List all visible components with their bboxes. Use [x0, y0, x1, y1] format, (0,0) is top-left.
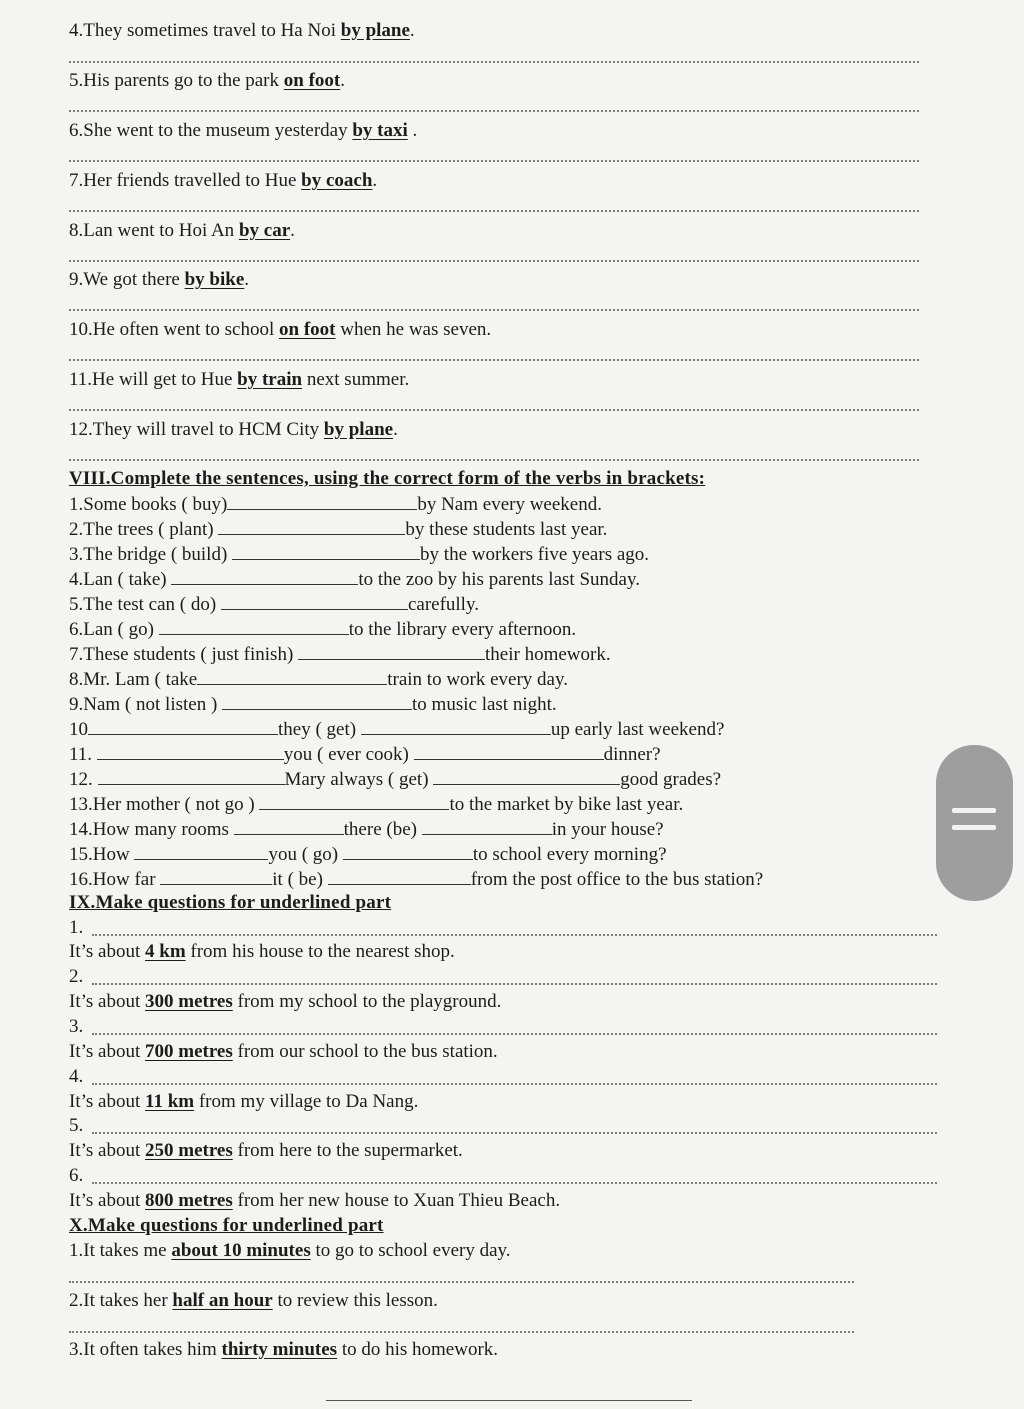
question-prompt: It’s about 4 km from his house to the nearest shop.: [69, 941, 455, 962]
answer-blank[interactable]: [197, 668, 387, 685]
answer-blank[interactable]: [221, 593, 408, 610]
exercise-item: 7.These students ( just finish) their homework.: [69, 644, 611, 665]
grip-bar: [952, 808, 996, 813]
answer-blank[interactable]: [222, 693, 412, 710]
exercise-item: 8.Mr. Lam ( take train to work every day.: [69, 669, 569, 690]
answer-blank[interactable]: [259, 793, 449, 810]
answer-blank[interactable]: [97, 743, 284, 760]
answer-line[interactable]: [69, 260, 919, 262]
answer-blank[interactable]: [218, 518, 405, 535]
answer-blank[interactable]: [343, 843, 473, 860]
question-prompt: It’s about 11 km from my village to Da Nang.: [69, 1091, 419, 1112]
question-prompt: It’s about 250 metres from here to the supermarket.: [69, 1140, 463, 1161]
exercise-item: 4.Lan ( take) to the zoo by his parents last Sunday.: [69, 569, 640, 590]
exercise-item: 14.How many rooms there (be) in your house?: [69, 819, 664, 840]
question-prompt: 3.It often takes him thirty minutes to do his homework.: [69, 1339, 499, 1360]
answer-blank[interactable]: [134, 843, 268, 860]
bottom-rule: [326, 1400, 692, 1401]
answer-line[interactable]: [92, 1083, 937, 1085]
answer-line[interactable]: [69, 1331, 854, 1333]
answer-blank[interactable]: [160, 868, 272, 885]
answer-line[interactable]: [69, 409, 919, 411]
section-heading: IX.Make questions for underlined part: [69, 892, 392, 913]
question-number: 2.: [69, 966, 84, 987]
section-heading: VIII.Complete the sentences, using the correct form of the verbs in brackets:: [69, 468, 706, 489]
answer-blank[interactable]: [414, 743, 604, 760]
exercise-item: 2.The trees ( plant) by these students last year.: [69, 519, 608, 540]
answer-blank[interactable]: [98, 768, 285, 785]
question-number: 4.: [69, 1066, 84, 1087]
rewrite-item: 11.He will get to Hue by train next summer.: [69, 369, 410, 390]
answer-blank[interactable]: [227, 493, 417, 510]
question-prompt: 1.It takes me about 10 minutes to go to school every day.: [69, 1240, 511, 1261]
answer-line[interactable]: [92, 1182, 937, 1184]
answer-line[interactable]: [69, 110, 919, 112]
answer-blank[interactable]: [298, 643, 485, 660]
question-number: 3.: [69, 1016, 84, 1037]
exercise-item: 5.The test can ( do) carefully.: [69, 594, 479, 615]
section-heading: X.Make questions for underlined part: [69, 1215, 384, 1236]
answer-line[interactable]: [92, 1132, 937, 1134]
question-prompt: 2.It takes her half an hour to review this lesson.: [69, 1290, 438, 1311]
rewrite-item: 6.She went to the museum yesterday by taxi .: [69, 120, 418, 141]
rewrite-item: 10.He often went to school on foot when he was seven.: [69, 319, 492, 340]
answer-blank[interactable]: [328, 868, 471, 885]
answer-line[interactable]: [92, 934, 937, 936]
answer-blank[interactable]: [88, 718, 278, 735]
answer-line[interactable]: [92, 983, 937, 985]
exercise-item: 10 they ( get) up early last weekend?: [69, 719, 725, 740]
exercise-item: 9.Nam ( not listen ) to music last night.: [69, 694, 557, 715]
question-number: 1.: [69, 917, 84, 938]
exercise-item: 12. Mary always ( get) good grades?: [69, 769, 722, 790]
question-number: 6.: [69, 1165, 84, 1186]
exercise-item: 1.Some books ( buy) by Nam every weekend.: [69, 494, 602, 515]
question-prompt: It’s about 800 metres from her new house to Xuan Thieu Beach.: [69, 1190, 561, 1211]
answer-blank[interactable]: [171, 568, 358, 585]
question-number: 5.: [69, 1115, 84, 1136]
answer-blank[interactable]: [433, 768, 620, 785]
grip-bar: [952, 825, 996, 830]
answer-line[interactable]: [69, 160, 919, 162]
rewrite-item: 7.Her friends travelled to Hue by coach.: [69, 170, 378, 191]
rewrite-item: 4.They sometimes travel to Ha Noi by plane.: [69, 20, 415, 41]
scroll-grip-icon[interactable]: [936, 745, 1013, 901]
answer-line[interactable]: [69, 309, 919, 311]
answer-line[interactable]: [92, 1033, 937, 1035]
exercise-item: 3.The bridge ( build) by the workers five years ago.: [69, 544, 650, 565]
rewrite-item: 5.His parents go to the park on foot.: [69, 70, 345, 91]
answer-line[interactable]: [69, 61, 919, 63]
answer-blank[interactable]: [234, 818, 344, 835]
exercise-item: 11. you ( ever cook) dinner?: [69, 744, 661, 765]
answer-line[interactable]: [69, 1281, 854, 1283]
exercise-item: 13.Her mother ( not go ) to the market by bike last year.: [69, 794, 684, 815]
exercise-item: 15.How you ( go) to school every morning?: [69, 844, 667, 865]
answer-line[interactable]: [69, 210, 919, 212]
answer-blank[interactable]: [422, 818, 552, 835]
rewrite-item: 12.They will travel to HCM City by plane.: [69, 419, 398, 440]
answer-blank[interactable]: [232, 543, 420, 560]
answer-blank[interactable]: [159, 618, 349, 635]
exercise-item: 6.Lan ( go) to the library every afternoon.: [69, 619, 577, 640]
answer-line[interactable]: [69, 359, 919, 361]
question-prompt: It’s about 300 metres from my school to the playground.: [69, 991, 502, 1012]
rewrite-item: 8.Lan went to Hoi An by car.: [69, 220, 295, 241]
rewrite-item: 9.We got there by bike.: [69, 269, 250, 290]
question-prompt: It’s about 700 metres from our school to the bus station.: [69, 1041, 498, 1062]
answer-line[interactable]: [69, 459, 919, 461]
exercise-item: 16.How far it ( be) from the post office to the bus station?: [69, 869, 764, 890]
answer-blank[interactable]: [361, 718, 551, 735]
